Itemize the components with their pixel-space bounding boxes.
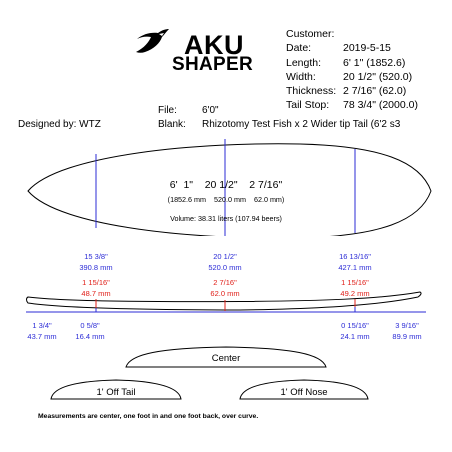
customer-row bbox=[286, 27, 336, 41]
tail-1ft-rocker-label bbox=[68, 320, 112, 342]
tail-thickness-in: 1 15/16" bbox=[82, 278, 110, 287]
center-thickness-mm: 62.0 mm bbox=[210, 289, 240, 298]
board-volume: Volume: 38.31 liters (107.94 beers) bbox=[170, 214, 282, 223]
customer-label: Customer: bbox=[286, 28, 335, 40]
nose-width-label bbox=[325, 251, 385, 273]
tail-width-label bbox=[66, 251, 126, 273]
nose-end-rocker-mm: 89.9 mm bbox=[392, 332, 422, 341]
nose-end-rocker-in: 3 9/16" bbox=[395, 321, 419, 330]
tail-1ft-rocker-mm: 16.4 mm bbox=[75, 332, 105, 341]
board-dims-imperial: 6' 1" 20 1/2" 2 7/16" bbox=[169, 179, 283, 191]
date-label: Date: bbox=[286, 42, 312, 55]
designer-line bbox=[18, 119, 101, 130]
nose-thickness-mm: 49.2 mm bbox=[340, 289, 370, 298]
date-value: 2019-5-15 bbox=[343, 42, 391, 55]
tail-end-rocker-mm: 43.7 mm bbox=[27, 332, 57, 341]
tail-1ft-rocker-in: 0 5/8" bbox=[80, 321, 100, 330]
nose-section-label: 1' Off Nose bbox=[280, 387, 328, 398]
tail-width-in: 15 3/8" bbox=[84, 252, 108, 261]
measurement-note: Measurements are center, one foot in and one foot back, over curve. bbox=[38, 413, 259, 420]
nose-1ft-rocker-label bbox=[333, 320, 377, 342]
tail-end-rocker-label bbox=[20, 320, 64, 342]
center-width-mm: 520.0 mm bbox=[208, 263, 242, 272]
width-label: Width: bbox=[286, 70, 316, 83]
blank-value: Rhizotomy Test Fish x 2 Wider tip Tail (6'2 s3 bbox=[202, 119, 401, 130]
tail-end-rocker-in: 1 3/4" bbox=[32, 321, 52, 330]
tail-section-label: 1' Off Tail bbox=[96, 387, 136, 398]
rocker-profile-diagram bbox=[0, 290, 452, 320]
designer-label: Designed by: bbox=[18, 119, 77, 130]
tailstop-label: Tail Stop: bbox=[286, 99, 330, 112]
center-section-label: Center bbox=[211, 353, 241, 364]
rocker-outline bbox=[27, 292, 422, 310]
file-value: 6'0" bbox=[202, 105, 219, 116]
date-row bbox=[286, 41, 391, 55]
length-label: Length: bbox=[286, 56, 322, 69]
tailstop-row bbox=[286, 98, 418, 112]
bird-logo-icon bbox=[134, 28, 170, 54]
nose-1ft-rocker-in: 0 15/16" bbox=[341, 321, 369, 330]
tailstop-value: 78 3/4" (2000.0) bbox=[343, 99, 418, 112]
width-value: 20 1/2" (520.0) bbox=[343, 70, 413, 83]
thickness-value: 2 7/16" (62.0) bbox=[343, 85, 407, 98]
thickness-label: Thickness: bbox=[286, 85, 337, 98]
nose-end-rocker-label bbox=[384, 320, 430, 342]
blank-label: Blank: bbox=[158, 119, 186, 130]
length-value: 6' 1" (1852.6) bbox=[343, 56, 406, 69]
tail-width-mm: 390.8 mm bbox=[79, 263, 113, 272]
logo-shaper-text: SHAPER bbox=[172, 54, 253, 75]
length-row bbox=[286, 56, 406, 70]
nose-1ft-rocker-mm: 24.1 mm bbox=[340, 332, 370, 341]
center-width-in: 20 1/2" bbox=[213, 252, 237, 261]
center-thickness-in: 2 7/16" bbox=[213, 278, 237, 287]
board-info bbox=[286, 27, 418, 113]
width-row bbox=[286, 70, 413, 84]
file-label: File: bbox=[158, 105, 177, 116]
board-dims-metric: (1852.6 mm 520.0 mm 62.0 mm) bbox=[167, 195, 285, 204]
tail-thickness-mm: 48.7 mm bbox=[81, 289, 111, 298]
designer-value: WTZ bbox=[79, 119, 101, 130]
thickness-row bbox=[286, 84, 407, 98]
logo bbox=[134, 26, 254, 75]
nose-width-mm: 427.1 mm bbox=[338, 263, 372, 272]
logo-aku-text: AKU bbox=[184, 30, 244, 60]
nose-thickness-in: 1 15/16" bbox=[341, 278, 369, 287]
nose-width-in: 16 13/16" bbox=[339, 252, 371, 261]
center-width-label bbox=[195, 251, 255, 273]
